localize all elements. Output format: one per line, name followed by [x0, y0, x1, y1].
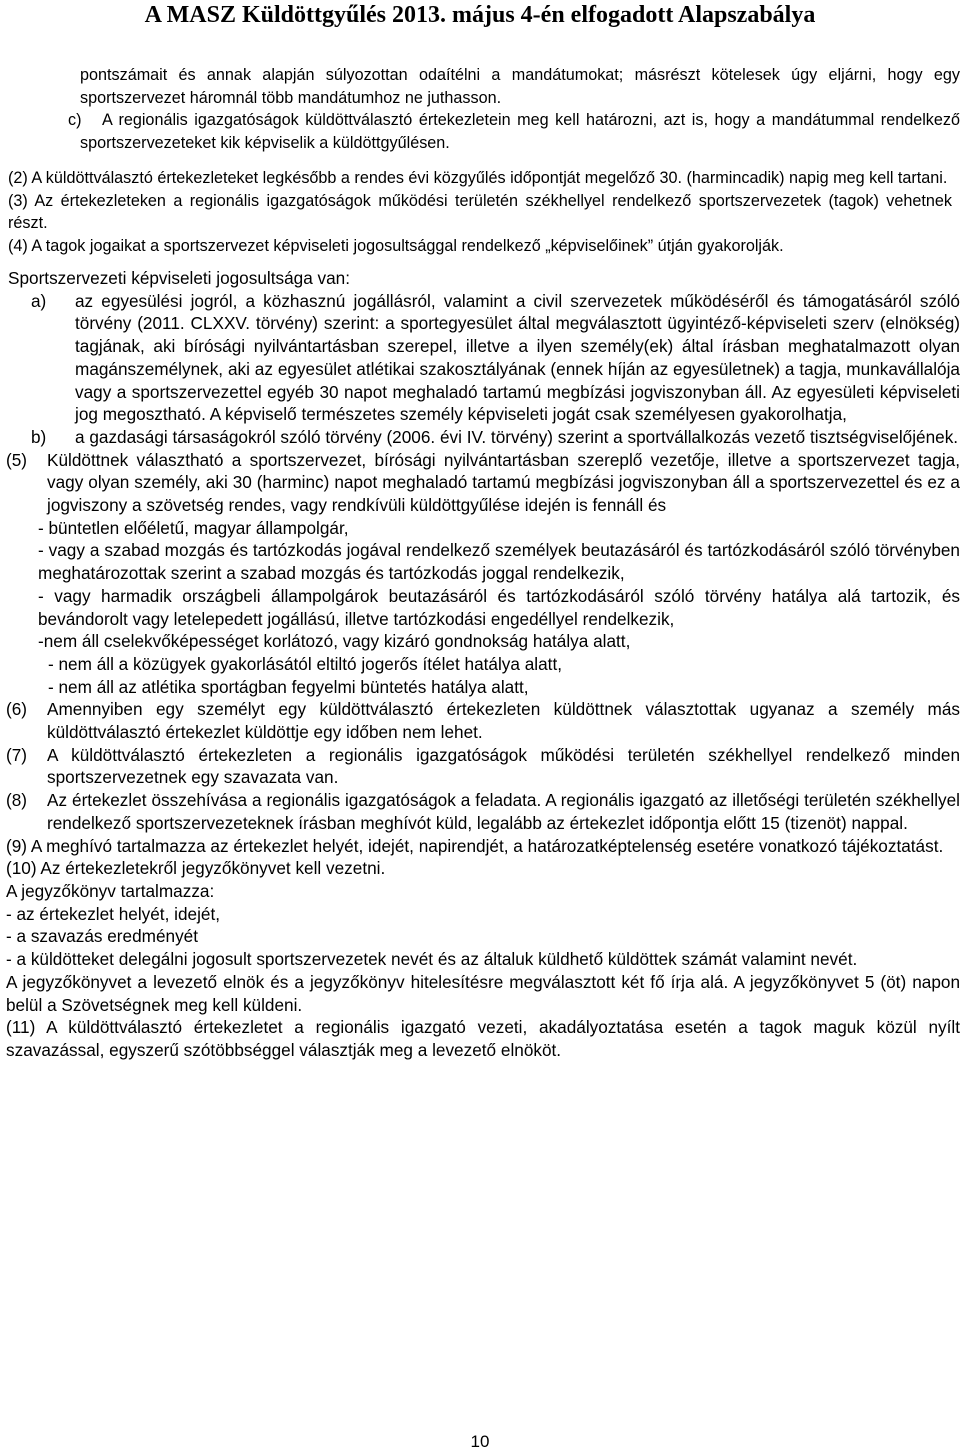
minutes-item — [0, 925, 960, 948]
paragraph-text: (10) Az értekezletekről jegyzőkönyvet kell vezetni. — [6, 858, 386, 879]
paragraph-text: pontszámait és annak alapján súlyozottan odaítélni a mandátumokat; másrészt kötelesek úgy eljárni, hogy egy sportszervezet háromnál több mandátumhoz ne juthasson. — [80, 66, 960, 107]
list-label: (5) — [6, 449, 28, 470]
list-label: (7) — [6, 744, 28, 765]
paragraph-sportszervezeti — [0, 267, 960, 290]
list-item-b — [0, 426, 960, 449]
condition-item — [0, 585, 960, 630]
list-item-text: a gazdasági társaságokról szóló törvény (2006. évi IV. törvény) szerint a sportvállalkozás vezető tisztségviselőjének. — [75, 426, 959, 447]
minutes-contents-heading — [0, 880, 960, 903]
condition-text: - vagy harmadik országbeli állampolgárok beutazásáról és tartózkodásáról szóló törvény hatálya alá tartozik, és bevándorolt vagy letelepedett jogállású, illetve tartózkodási engedéllyel rendelkezik, — [38, 585, 960, 629]
paragraph-3 — [0, 190, 952, 235]
paragraph-text: A jegyzőkönyvet a levezető elnök és a jegyzőkönyv hitelesítésre megválasztott két fő írja alá. A jegyzőkönyvet 5 (öt) napon belül a Szövetségnek meg kell küldeni. — [6, 971, 960, 1015]
page-header-title: A MASZ Küldöttgyűlés 2013. május 4-én elfogadott Alapszabálya — [144, 2, 816, 28]
document-body — [0, 64, 960, 1062]
paragraph-text: Küldöttnek választható a sportszervezet, bírósági nyilvántartásban szereplő vezetője, illetve a sportszervezet tagja, vagy olyan személy, aki 30 (harminc) napot meghaladó tartamú megbízási jogviszonyban áll a sportszervezettel és ez a jogviszony a szövetség rendes, vagy rendkívüli küldöttgyűlése idején is fennáll és — [47, 449, 960, 516]
condition-text: - nem áll a közügyek gyakorlásától eltiltó jogerős ítélet hatálya alatt, — [48, 653, 562, 674]
paragraph-text: A jegyzőkönyv tartalmazza: — [6, 880, 215, 901]
paragraph-8 — [0, 789, 960, 834]
condition-item — [0, 517, 960, 540]
paragraph-10 — [0, 857, 960, 880]
paragraph-2 — [0, 167, 952, 190]
paragraph-text: (3) Az értekezleteken a regionális igazgatóságok működési területén székhellyel rendelkező sportszervezetek (tagok) vehetnek részt. — [8, 191, 952, 232]
paragraph-continuation — [80, 64, 960, 109]
condition-item — [0, 539, 960, 584]
list-item-c — [68, 109, 960, 154]
paragraph-5 — [0, 449, 960, 517]
paragraph-4 — [0, 235, 952, 258]
condition-item — [0, 653, 960, 676]
condition-item — [0, 676, 960, 699]
list-label: c) — [68, 111, 82, 129]
paragraph-minutes-signing — [0, 971, 960, 1016]
paragraph-text: Sportszervezeti képviseleti jogosultsága van: — [8, 268, 351, 288]
list-item-a — [0, 290, 960, 426]
minutes-item — [0, 948, 960, 971]
paragraph-text: (4) A tagok jogaikat a sportszervezet képviseleti jogosultsággal rendelkező „képviselőinek” útján gyakorolják. — [8, 236, 784, 255]
paragraph-text: (9) A meghívó tartalmazza az értekezlet helyét, idejét, napirendjét, a határozatképtelenség esetére vonatkozó tájékoztatást. — [6, 835, 944, 856]
list-label: (6) — [6, 699, 28, 720]
paragraph-text: A küldöttválasztó értekezleten a regionális igazgatóságok működési területén székhellyel rendelkező minden sportszervezetnek egy szavazata van. — [47, 744, 960, 788]
paragraph-6 — [0, 698, 960, 743]
paragraph-text: Az értekezlet összehívása a regionális igazgatóságok a feladata. A regionális igazgató az illetőségi területén székhellyel rendelkező sportszervezeteknek írásban meghívót küld, legalább az értekezlet időpontja előtt 15 (tizenöt) nappal. — [47, 790, 960, 833]
list-label: (8) — [6, 790, 28, 811]
minutes-item — [0, 903, 960, 926]
condition-item — [0, 630, 960, 653]
condition-text: -nem áll cselekvőképességet korlátozó, vagy kizáró gondnokság hatálya alatt, — [38, 631, 631, 652]
paragraph-text: (11) A küldöttválasztó értekezletet a regionális igazgató vezeti, akadályoztatása esetén a tagok maguk közül nyílt szavazással, egyszerű szótöbbséggel választják meg a levezető elnököt. — [6, 1017, 960, 1060]
paragraph-text: Amennyiben egy személyt egy küldöttválasztó értekezleten küldöttnek választottak ugyanaz a személy más küldöttválasztó értekezlet küldöttje egy időben nem lehet. — [47, 699, 960, 743]
condition-text: - büntetlen előéletű, magyar állampolgár, — [38, 517, 349, 538]
condition-text: - vagy a szabad mozgás és tartózkodás jogával rendelkező személyek beutazásáról és tartózkodásáról szóló törvényben meghatározottak szerint a szabad mozgás és tartózkodás joggal rendelkezik, — [38, 540, 960, 584]
paragraph-11 — [0, 1016, 960, 1061]
list-label: a) — [31, 290, 47, 311]
paragraph-text: - a szavazás eredményét — [6, 926, 199, 947]
paragraph-text: (2) A küldöttválasztó értekezleteket legkésőbb a rendes évi közgyűlés időpontját megelőző 30. (harmincadik) napig meg kell tartani. — [8, 169, 948, 187]
paragraph-text: - az értekezlet helyét, idejét, — [6, 903, 220, 924]
condition-text: - nem áll az atlétika sportágban fegyelmi büntetés hatálya alatt, — [48, 676, 529, 697]
paragraph-9 — [0, 835, 960, 858]
list-item-text: az egyesülési jogról, a közhasznú jogállásról, valamint a civil szervezetek működéséről és támogatásáról szóló törvény (2011. CLXXV. törvény) szerint: a sportegyesület által megválasztott ügyintéző-képviseleti szerv (elnökség) tagjának, aki bírósági nyilvántartásban szerepel, illetve a ilyen személy(ek) által írásban meghatalmazott olyan magánszemélynek, aki az egyesület atlétikai szakosztályának (ennek híján az egyesületnek) a tagja, munkavállalója vagy a sportszervezettel egyéb 30 napot meghaladó tartamú megbízási jogviszonyban áll. Az egyesületi képviseleti jog megosztható. A képviselő természetes személy képviseleti jogát csak személyesen gyakorolhatja, — [75, 290, 960, 425]
paragraph-text: - a küldötteket delegálni jogosult sportszervezetek nevét és az általuk küldhető küldöttek számát valamint nevét. — [6, 949, 858, 970]
paragraph-7 — [0, 744, 960, 789]
list-item-text: A regionális igazgatóságok küldöttválasztó értekezletein meg kell határozni, azt is, hogy a mandátummal rendelkező sportszervezeteket kik képviselik a küldöttgyűlésen. — [80, 111, 960, 152]
page-number: 10 — [470, 1432, 490, 1451]
list-label: b) — [31, 426, 47, 447]
